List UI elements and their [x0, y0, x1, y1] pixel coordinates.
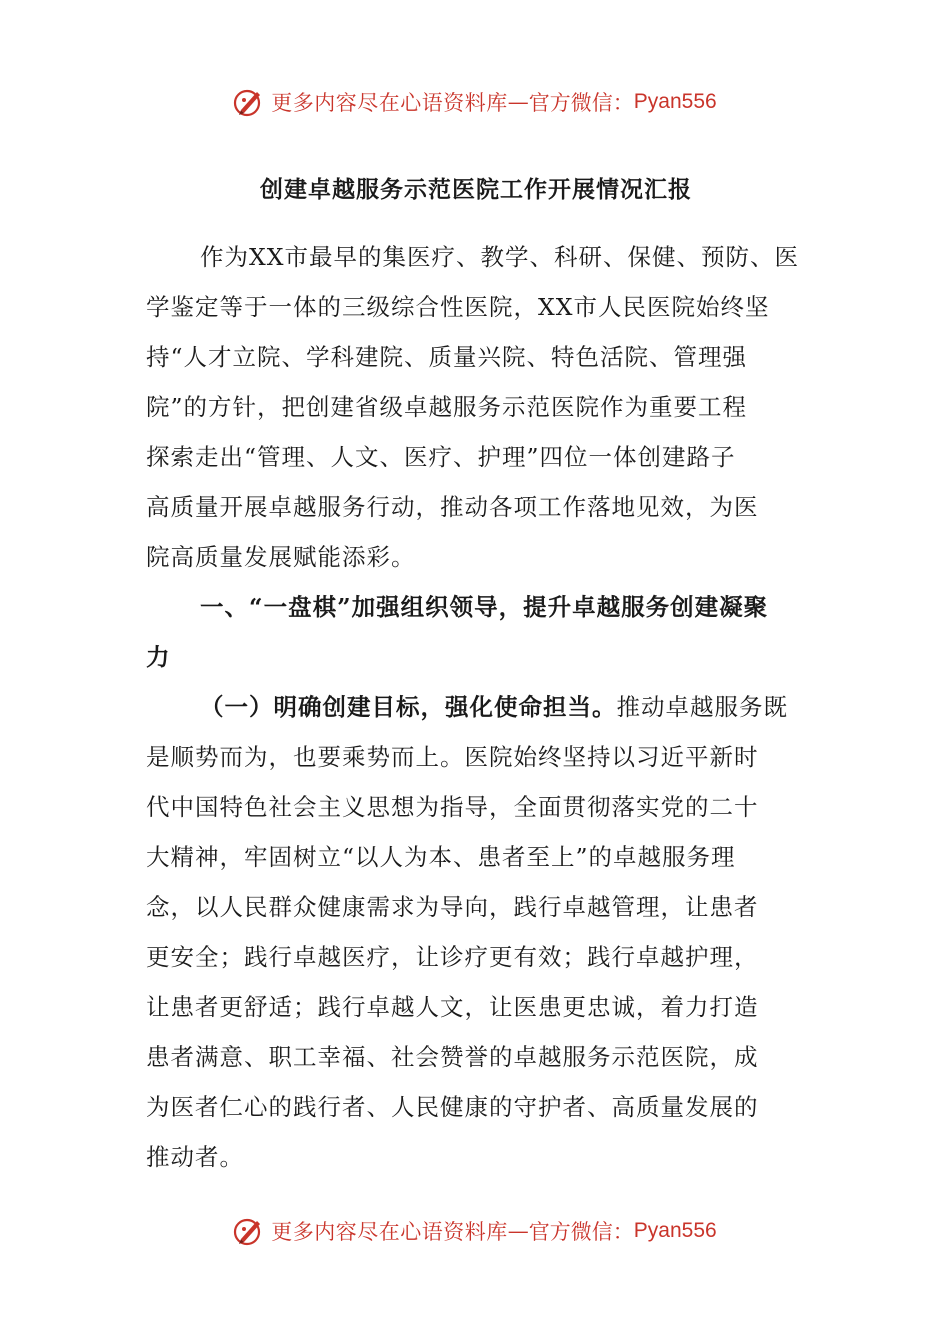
- intro-paragraph: 作为XX市最早的集医疗、教学、科研、保健、预防、医 学鉴定等于一体的三级综合性医院，XX市人民医院始终坚 持“人才立院、学科建院、质量兴院、特色活院、管理强 院”的方针，把创建省级卓越服务示范医院作为重要工程 探索走出“管理、人文、医疗、护理”四位一体创建路子 高质量开展卓越服务行动，推动各项工作落地见效，为医 院高质量发展赋能添彩。: [146, 243, 800, 571]
- footer-watermark-banner: [0, 1211, 950, 1251]
- banner-wechat-label: 官方微信：: [528, 91, 634, 115]
- document-body: [146, 166, 806, 1182]
- banner-wechat-id: Pyan556: [633, 90, 717, 113]
- header-watermark-banner: [0, 82, 950, 122]
- banner-wechat-id: Pyan556: [633, 1219, 717, 1242]
- section-1-lead: （一）明确创建目标，强化使命担当。: [200, 693, 617, 721]
- banner-wechat-label: 官方微信：: [528, 1220, 634, 1244]
- section-1-paragraph: [146, 682, 806, 1182]
- document-title: 创建卓越服务示范医院工作开展情况汇报: [260, 176, 692, 203]
- section-heading-1: 一、“一盘棋”加强组织领导，提升卓越服务创建凝聚 力: [146, 593, 769, 671]
- banner-dash: —: [507, 90, 529, 114]
- banner-dash: —: [507, 1219, 529, 1243]
- banner-brand-text: 更多内容尽在心语资料库: [271, 1220, 508, 1244]
- banner-brand-text: 更多内容尽在心语资料库: [271, 91, 508, 115]
- pen-circle-logo-icon: [233, 1215, 265, 1247]
- section-1-body: 推动卓越服务既 是顺势而为，也要乘势而上。医院始终坚持以习近平新时 代中国特色社会主义思想为指导，全面贯彻落实党的二十 大精神，牢固树立“以人为本、患者至上”的卓越服务理 念，以人民群众健康需求为导向，践行卓越管理，让患者 更安全；践行卓越医疗，让诊疗更有效；践行卓越护理， 让患者更舒适；践行卓越人文，让医患更忠诚，着力打造 患者满意、职工幸福、社会赞誉的卓越服务示范医院，成 为医者仁心的践行者、人民健康的守护者、高质量发展的 推动者。: [146, 693, 789, 1171]
- pen-circle-logo-icon: [233, 86, 265, 118]
